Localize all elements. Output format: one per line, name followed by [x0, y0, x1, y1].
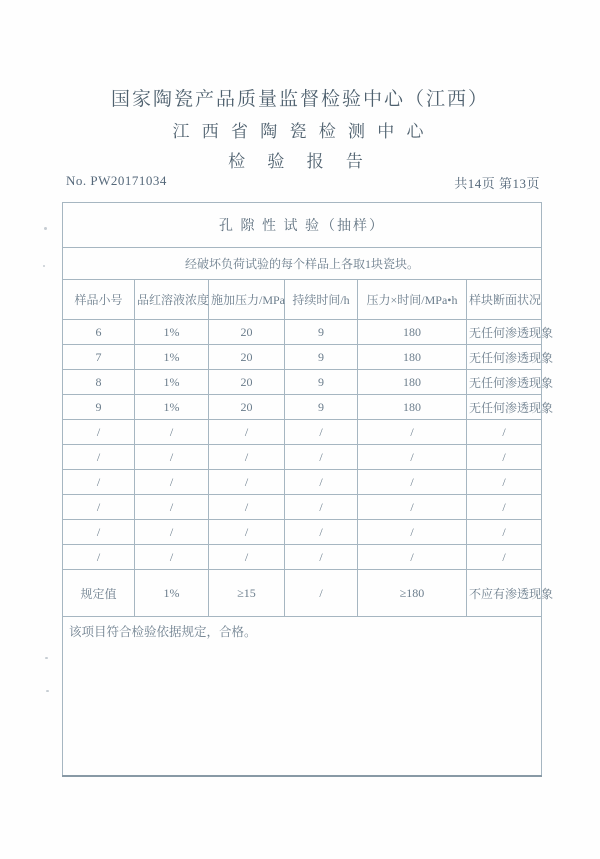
table-cell: 9: [285, 320, 358, 345]
col-header-duration: 持续时间/h: [285, 280, 358, 320]
table-row: [63, 445, 542, 470]
table-row: [63, 320, 542, 345]
table-row: [63, 345, 542, 370]
table-note-row: [63, 248, 542, 280]
table-row: [63, 370, 542, 395]
sampling-note: 经破坏负荷试验的每个样品上各取1块瓷块。: [63, 248, 542, 280]
org-name-line1: 国家陶瓷产品质量监督检验中心（江西）: [110, 89, 489, 110]
page-count: 共14页 第13页: [454, 176, 540, 191]
table-cell: 6: [63, 320, 135, 345]
table-cell: /: [135, 520, 209, 545]
table-cell: 9: [63, 395, 135, 420]
table-cell: /: [358, 545, 467, 570]
table-cell: 9: [285, 395, 358, 420]
spec-value-row: [63, 570, 542, 617]
table-cell: /: [63, 495, 135, 520]
table-cell: /: [358, 470, 467, 495]
table-cell: /: [209, 520, 285, 545]
table-cell: 20: [209, 370, 285, 395]
table-row: [63, 520, 542, 545]
table-cell: /: [467, 545, 542, 570]
table-cell: /: [467, 520, 542, 545]
table-cell: /: [467, 470, 542, 495]
table-cell: 1%: [135, 320, 209, 345]
table-cell: /: [358, 495, 467, 520]
table-cell: /: [285, 445, 358, 470]
table-cell: /: [63, 445, 135, 470]
table-cell: /: [358, 520, 467, 545]
col-header-cross-section: 样块断面状况: [467, 280, 542, 320]
table-cell: /: [467, 420, 542, 445]
scan-artifact-dot: [44, 227, 47, 230]
table-cell: 20: [209, 345, 285, 370]
col-header-solution-concentration: 品红溶液浓度: [135, 280, 209, 320]
scan-artifact-dot: [43, 265, 45, 267]
table-cell: /: [135, 470, 209, 495]
table-cell: ≥180: [358, 570, 467, 617]
table-cell: 无任何渗透现象: [467, 370, 542, 395]
table-cell: /: [135, 545, 209, 570]
table-cell: /: [209, 495, 285, 520]
table-cell: /: [63, 520, 135, 545]
report-number: No. PW20171034: [66, 173, 167, 188]
table-cell: /: [285, 545, 358, 570]
test-result-table: [62, 202, 554, 777]
table-cell: /: [285, 570, 358, 617]
table-cell: 180: [358, 345, 467, 370]
col-header-applied-pressure: 施加压力/MPa: [209, 280, 285, 320]
table-cell: 180: [358, 320, 467, 345]
conclusion-row: [63, 617, 542, 777]
table-cell: /: [358, 445, 467, 470]
scan-artifact-dot: [45, 657, 48, 659]
table-section-title-row: [63, 203, 542, 248]
table-cell: /: [209, 545, 285, 570]
table-cell: 无任何渗透现象: [467, 320, 542, 345]
section-title: 孔 隙 性 试 验（抽样）: [63, 203, 542, 248]
table-cell: 7: [63, 345, 135, 370]
table-cell: 1%: [135, 395, 209, 420]
table-cell: /: [358, 420, 467, 445]
table-cell: 规定值: [63, 570, 135, 617]
table-cell: /: [135, 445, 209, 470]
table-cell: /: [285, 495, 358, 520]
table-row: [63, 420, 542, 445]
table-cell: 180: [358, 395, 467, 420]
table-cell: 20: [209, 395, 285, 420]
report-title: 检 验 报 告: [228, 152, 372, 171]
table-cell: 20: [209, 320, 285, 345]
table-cell: /: [135, 420, 209, 445]
table-cell: 9: [285, 370, 358, 395]
table-cell: /: [135, 495, 209, 520]
table-cell: ≥15: [209, 570, 285, 617]
table-row: [63, 470, 542, 495]
table-cell: /: [285, 520, 358, 545]
table-row: [63, 545, 542, 570]
table-cell: /: [209, 470, 285, 495]
table-cell: /: [63, 470, 135, 495]
table-cell: /: [209, 420, 285, 445]
table-cell: /: [285, 470, 358, 495]
table-cell: 无任何渗透现象: [467, 345, 542, 370]
org-name-line2: 江 西 省 陶 瓷 检 测 中 心: [172, 122, 428, 141]
table-cell: /: [467, 445, 542, 470]
table-cell: 1%: [135, 345, 209, 370]
table-cell: 不应有渗透现象: [467, 570, 542, 617]
table-cell: 无任何渗透现象: [467, 395, 542, 420]
table-header-row: [63, 280, 542, 320]
col-header-pressure-time: 压力×时间/MPa•h: [358, 280, 467, 320]
table-cell: /: [467, 495, 542, 520]
scan-artifact-dot: [46, 690, 49, 692]
table-row: [63, 395, 542, 420]
table-row: [63, 495, 542, 520]
col-header-sample-no: 样品小号: [63, 280, 135, 320]
table-cell: /: [63, 545, 135, 570]
table-cell: /: [285, 420, 358, 445]
table-cell: 180: [358, 370, 467, 395]
table-cell: 9: [285, 345, 358, 370]
table-cell: 1%: [135, 570, 209, 617]
table-cell: /: [209, 445, 285, 470]
table-cell: 8: [63, 370, 135, 395]
conclusion-text: 该项目符合检验依据规定，合格。: [63, 617, 542, 777]
table-cell: 1%: [135, 370, 209, 395]
table-cell: /: [63, 420, 135, 445]
